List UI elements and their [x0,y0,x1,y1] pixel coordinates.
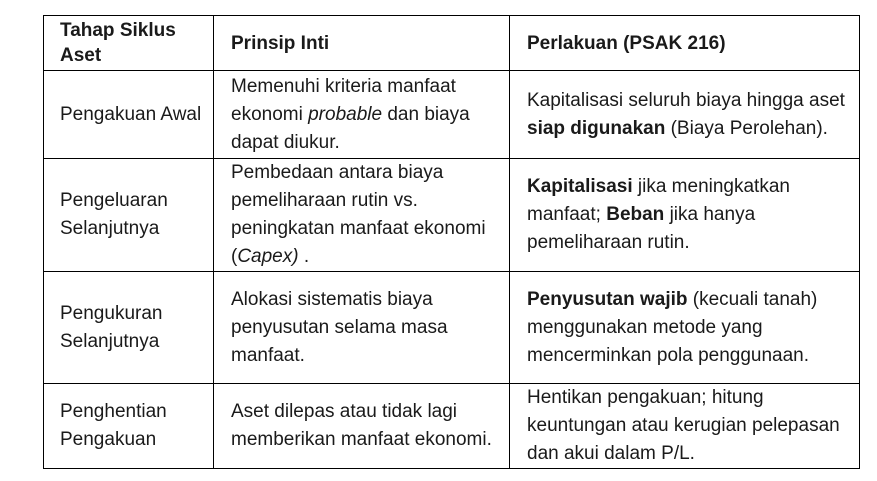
header-treatment: Perlakuan (PSAK 216) [510,16,860,71]
psak-table [43,15,860,469]
principle-cell [214,272,510,384]
stage-text: Penghentian Pengakuan [60,401,167,450]
principle-text: Memenuhi kriteria manfaat ekonomi probable dan biaya dapat diukur. [231,75,470,153]
stage-text: Pengukuran Selanjutnya [60,302,163,352]
table-row [44,159,860,272]
stage-cell [44,384,214,469]
stage-cell [44,272,214,384]
stage-cell [44,159,214,272]
table-header-row [44,16,860,71]
stage-cell [44,71,214,159]
treatment-text: Kapitalisasi jika meningkatkan manfaat; Beban jika hanya pemeliharaan rutin. [527,176,790,253]
principle-cell [214,71,510,159]
stage-text: Pengeluaran Selanjutnya [60,190,168,239]
treatment-cell [510,384,860,469]
principle-text: Aset dilepas atau tidak lagi memberikan manfaat ekonomi. [231,401,492,450]
treatment-text: Penyusutan wajib (kecuali tanah) menggunakan metode yang mencerminkan pola penggunaan. [527,288,818,366]
treatment-text: Kapitalisasi seluruh biaya hingga aset siap digunakan (Biaya Perolehan). [527,89,845,139]
treatment-cell [510,159,860,272]
treatment-cell [510,272,860,384]
principle-cell [214,384,510,469]
principle-text: Alokasi sistematis biaya penyusutan selama masa manfaat. [231,288,448,366]
treatment-cell [510,71,860,159]
principle-cell [214,159,510,272]
principle-text: Pembedaan antara biaya pemeliharaan rutin vs. peningkatan manfaat ekonomi (Capex) . [231,162,486,267]
stage-text: Pengakuan Awal [60,103,202,125]
header-stage: Tahap Siklus Aset [44,16,214,71]
table-row [44,384,860,469]
table-row [44,71,860,159]
treatment-text: Hentikan pengakuan; hitung keuntungan atau kerugian pelepasan dan akui dalam P/L. [527,387,840,464]
header-principle: Prinsip Inti [214,16,510,71]
table-row [44,272,860,384]
